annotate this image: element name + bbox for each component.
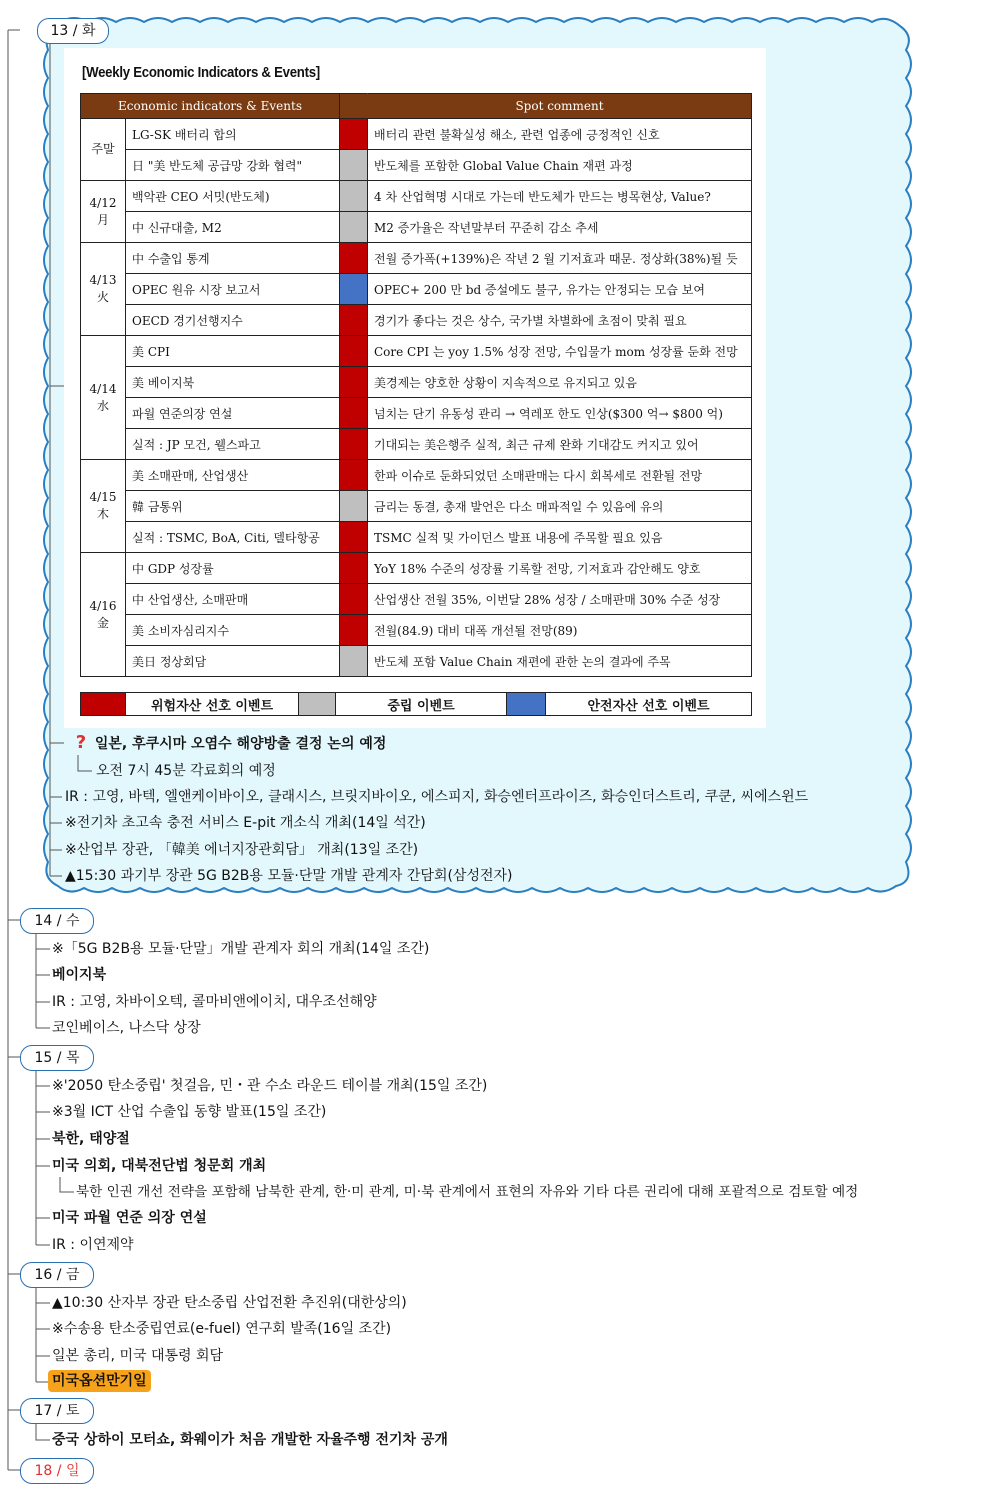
event-type-swatch	[340, 367, 368, 398]
list-item[interactable]: ? 일본, 후쿠시마 오염수 해양방출 결정 논의 예정	[72, 733, 386, 754]
comment-cell: 한파 이슈로 둔화되었던 소매판매는 다시 회복세로 전환될 전망	[368, 460, 752, 491]
date-cell: 4/13 火	[81, 243, 126, 336]
table-row	[81, 119, 752, 150]
table-row	[81, 491, 752, 522]
list-item[interactable]: 오전 7시 45분 각료회의 예정	[96, 763, 276, 779]
list-item[interactable]: 베이지북	[52, 967, 107, 983]
list-item[interactable]: 코인베이스, 나스닥 상장	[52, 1020, 201, 1036]
list-item[interactable]: 미국 의회, 대북전단법 청문회 개최	[52, 1158, 267, 1174]
event-cell: 日 "美 반도체 공급망 강화 협력"	[126, 150, 340, 181]
event-cell: 美日 정상회담	[126, 646, 340, 677]
event-type-swatch	[340, 212, 368, 243]
event-type-swatch	[340, 305, 368, 336]
list-item[interactable]: IR : 고영, 차바이오텍, 콜마비앤에이치, 대우조선해양	[52, 994, 377, 1010]
comment-cell: 금리는 동결, 총재 발언은 다소 매파적일 수 있음에 유의	[368, 491, 752, 522]
list-item[interactable]: 중국 상하이 모터쇼, 화웨이가 처음 개발한 자율주행 전기차 공개	[52, 1432, 448, 1448]
table-row	[81, 212, 752, 243]
table-row	[81, 305, 752, 336]
date-cell: 4/14 水	[81, 336, 126, 460]
day-node-15[interactable]: 15 / 목	[20, 1045, 94, 1071]
date-cell: 4/15 木	[81, 460, 126, 553]
event-type-swatch	[340, 150, 368, 181]
comment-cell: 넘치는 단기 유동성 관리 → 역레포 한도 인상($300 억→ $800 억)	[368, 398, 752, 429]
date-cell: 주말	[81, 119, 126, 181]
day-node-17[interactable]: 17 / 토	[20, 1398, 94, 1424]
comment-cell: TSMC 실적 및 가이던스 발표 내용에 주목할 필요 있음	[368, 522, 752, 553]
table-title: [Weekly Economic Indicators & Events]	[82, 64, 320, 81]
date-cell: 4/16 金	[81, 553, 126, 677]
comment-cell: OPEC+ 200 만 bd 증설에도 불구, 유가는 안정되는 모습 보여	[368, 274, 752, 305]
list-item[interactable]: ※3월 ICT 산업 수출입 동향 발표(15일 조간)	[52, 1104, 327, 1120]
table-row	[81, 243, 752, 274]
list-item[interactable]: 일본 총리, 미국 대통령 회담	[52, 1348, 224, 1364]
table-header-comment: Spot comment	[368, 94, 752, 119]
event-cell: 中 수출입 통계	[126, 243, 340, 274]
event-cell: 파월 연준의장 연설	[126, 398, 340, 429]
event-cell: 美 소매판매, 산업생산	[126, 460, 340, 491]
table-row	[81, 367, 752, 398]
event-type-swatch	[340, 553, 368, 584]
comment-cell: 반도체를 포함한 Global Value Chain 재편 과정	[368, 150, 752, 181]
event-cell: 美 CPI	[126, 336, 340, 367]
comment-cell: 배터리 관련 불확실성 해소, 관련 업종에 긍정적인 신호	[368, 119, 752, 150]
event-cell: 中 산업생산, 소매판매	[126, 584, 340, 615]
list-item[interactable]: 북한 인권 개선 전략을 포함해 남북한 관계, 한·미 관계, 미·북 관계에서 표현의 자유와 기타 다른 권리에 대해 포괄적으로 검토할 예정	[76, 1184, 859, 1200]
comment-cell: 전월(84.9) 대비 대폭 개선될 전망(89)	[368, 615, 752, 646]
list-item[interactable]: ▲15:30 과기부 장관 5G B2B용 모듈·단말 개발 관계자 간담회(삼성전자)	[65, 868, 513, 884]
event-cell: 中 GDP 성장률	[126, 553, 340, 584]
event-type-swatch	[340, 181, 368, 212]
event-type-swatch	[340, 460, 368, 491]
comment-cell: M2 증가율은 작년말부터 꾸준히 감소 추세	[368, 212, 752, 243]
event-cell: 실적 : JP 모건, 웰스파고	[126, 429, 340, 460]
highlighted-list-item[interactable]: 미국옵션만기일	[48, 1370, 151, 1392]
list-item[interactable]: 북한, 태양절	[52, 1131, 130, 1147]
legend-neutral: 중립 이벤트	[336, 693, 507, 716]
comment-cell: YoY 18% 수준의 성장률 기록할 전망, 기저효과 감안해도 양호	[368, 553, 752, 584]
event-type-swatch	[340, 522, 368, 553]
event-type-swatch	[340, 119, 368, 150]
table-row	[81, 584, 752, 615]
legend-swatch-gray	[299, 693, 336, 716]
event-type-swatch	[340, 398, 368, 429]
comment-cell: 산업생산 전월 35%, 이번달 28% 성장 / 소매판매 30% 수준 성장	[368, 584, 752, 615]
table-row	[81, 460, 752, 491]
table-row	[81, 522, 752, 553]
table-legend	[80, 692, 752, 716]
event-type-swatch	[340, 336, 368, 367]
table-row	[81, 398, 752, 429]
table-row	[81, 181, 752, 212]
comment-cell: 기대되는 美은행주 실적, 최근 규제 완화 기대감도 커지고 있어	[368, 429, 752, 460]
list-item[interactable]: ※「5G B2B용 모듈·단말」개발 관계자 회의 개최(14일 조간)	[52, 941, 430, 957]
day-node-13[interactable]: 13 / 화	[37, 18, 109, 44]
list-item[interactable]: ※전기차 초고속 충전 서비스 E-pit 개소식 개최(14일 석간)	[65, 815, 426, 831]
event-cell: 백악관 CEO 서밋(반도체)	[126, 181, 340, 212]
day-node-18[interactable]: 18 / 일	[20, 1458, 94, 1484]
list-item[interactable]: ▲10:30 산자부 장관 탄소중립 산업전환 추진위(대한상의)	[52, 1295, 407, 1311]
legend-swatch-blue	[507, 693, 546, 716]
event-cell: OPEC 원유 시장 보고서	[126, 274, 340, 305]
event-type-swatch	[340, 584, 368, 615]
list-item[interactable]: ※'2050 탄소중립' 첫걸음, 민・관 수소 라운드 테이블 개최(15일 조간)	[52, 1078, 488, 1094]
event-type-swatch	[340, 491, 368, 522]
table-row	[81, 336, 752, 367]
comment-cell: 경기가 좋다는 것은 상수, 국가별 차별화에 초점이 맞춰 필요	[368, 305, 752, 336]
weekly-indicators-image	[64, 48, 766, 728]
day-node-14[interactable]: 14 / 수	[20, 908, 94, 934]
event-cell: 美 베이지북	[126, 367, 340, 398]
day-node-16[interactable]: 16 / 금	[20, 1262, 94, 1288]
comment-cell: Core CPI 는 yoy 1.5% 성장 전망, 수입물가 mom 성장률 둔화 전망	[368, 336, 752, 367]
legend-safe: 안전자산 선호 이벤트	[546, 693, 752, 716]
event-type-swatch	[340, 429, 368, 460]
event-type-swatch	[340, 646, 368, 677]
comment-cell: 전월 증가폭(+139%)은 작년 2 월 기저효과 때문. 정상화(38%)될 듯	[368, 243, 752, 274]
event-cell: LG-SK 배터리 합의	[126, 119, 340, 150]
comment-cell: 반도체 포함 Value Chain 재편에 관한 논의 결과에 주목	[368, 646, 752, 677]
comment-cell: 4 차 산업혁명 시대로 가는데 반도체가 만드는 병목현상, Value?	[368, 181, 752, 212]
event-cell: 韓 금통위	[126, 491, 340, 522]
table-header-events: Economic indicators & Events	[81, 94, 340, 119]
event-cell: OECD 경기선행지수	[126, 305, 340, 336]
list-item[interactable]: ※수송용 탄소중립연료(e-fuel) 연구회 발족(16일 조간)	[52, 1321, 392, 1337]
date-cell: 4/12 月	[81, 181, 126, 243]
event-type-swatch	[340, 243, 368, 274]
list-item[interactable]: IR : 고영, 바텍, 엘앤케이바이오, 클래시스, 브릿지바이오, 에스피지, 화승엔터프라이즈, 화승인더스트리, 쿠쿤, 씨에스윈드	[65, 789, 809, 805]
list-item[interactable]: 미국 파월 연준 의장 연설	[52, 1210, 207, 1226]
event-type-swatch	[340, 274, 368, 305]
legend-swatch-red	[81, 693, 126, 716]
table-row	[81, 615, 752, 646]
legend-risk-on: 위험자산 선호 이벤트	[126, 693, 299, 716]
table-row	[81, 646, 752, 677]
comment-cell: 美경제는 양호한 상황이 지속적으로 유지되고 있음	[368, 367, 752, 398]
weekly-indicators-table	[80, 93, 752, 677]
table-row	[81, 150, 752, 181]
list-item[interactable]: IR : 이연제약	[52, 1237, 134, 1253]
event-cell: 中 신규대출, M2	[126, 212, 340, 243]
event-cell: 美 소비자심리지수	[126, 615, 340, 646]
question-mark-icon: ?	[75, 732, 87, 753]
event-cell: 실적 : TSMC, BoA, Citi, 델타항공	[126, 522, 340, 553]
table-row	[81, 553, 752, 584]
table-row	[81, 274, 752, 305]
table-row	[81, 429, 752, 460]
event-type-swatch	[340, 615, 368, 646]
list-item[interactable]: ※산업부 장관, 「韓美 에너지장관회담」 개최(13일 조간)	[65, 842, 419, 858]
